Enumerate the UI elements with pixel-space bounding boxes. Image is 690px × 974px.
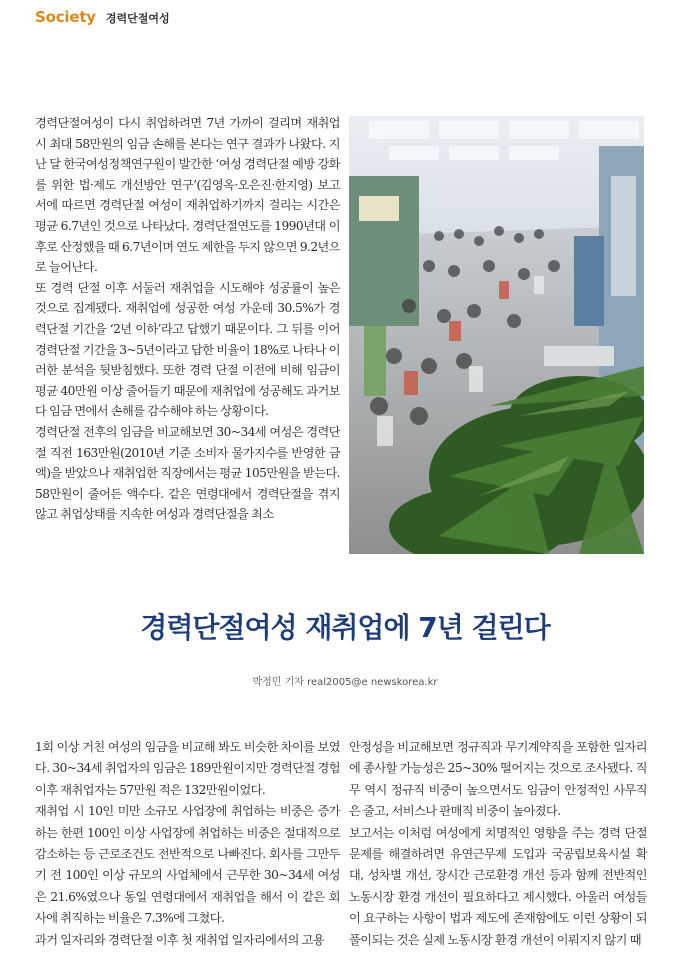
body-paragraph: 안정성을 비교해보면 정규직과 무기계약직을 포함한 일자리에 종사할 가능성은 25~30% 떨어지는 것으로 조사됐다. 직무 역시 정규직 비중이 높으면서도 임금이 안정적인 사무직은 줄고, 서비스나 판매직 비중이 높아졌다. <box>349 740 647 819</box>
body-column-right <box>349 737 647 951</box>
body-column-left <box>35 737 340 951</box>
byline: 박정민 기자 real2005@e newskorea.kr <box>252 677 438 688</box>
section-subtitle: 경력단절여성 <box>105 12 170 25</box>
body-paragraph: 과거 일자리와 경력단절 이후 첫 재취업 일자리에서의 고용 <box>35 932 325 947</box>
job-fair-photo <box>349 116 644 554</box>
body-paragraph: 1회 이상 거친 여성의 임금을 비교해 봐도 비슷한 차이를 보였다. 30~34세 취업자의 임금은 189만원이지만 경력단절 경험 이후 재취업자는 57만원 적은 132만원이었다. <box>35 740 340 797</box>
lead-paragraph: 경력단절 전후의 임금을 비교해보면 30~34세 여성은 경력단절 직전 163만원(2010년 기준 소비자 물가지수를 반영한 금액)을 받았으나 재취업한 직장에서는 평균 105만원을 받는다. 58만원이 줄어든 액수다. 같은 연령대에서 경력단절을 겪지 않고 취업상태를 지속한 여성과 경력단절을 최소 <box>35 424 340 522</box>
body-paragraph: 보고서는 이처럼 여성에게 치명적인 영향을 주는 경력 단절 문제를 해결하려면 유연근무제 도입과 국공립보육시설 확대, 성차별 개선, 장시간 근로환경 개선 등과 함께 전반적인 노동시장 환경 개선이 필요하다고 제시했다. 아울러 여성들이 요구하는 사항이 법과 제도에 존재함에도 이런 상황이 되풀이되는 것은 실제 노동시장 환경 개선이 이뤄지지 않기 때 <box>349 825 647 947</box>
lead-paragraph: 또 경력 단절 이후 서둘러 재취업을 시도해야 성공률이 높은 것으로 집계됐다. 재취업에 성공한 여성 가운데 30.5%가 경력단절 기간을 ‘2년 이하’라고 답했기 때문이다. 그 뒤를 이어 경력단절 기간을 3~5년이라고 답한 비율이 18%로 나타나 이러한 분석을 뒷받침했다. 또한 경력 단절 이전에 비해 임금이 평균 40만원 이상 줄어들기 때문에 재취업에 성공해도 과거보다 임금 면에서 손해를 감수해야 하는 상황이다. <box>35 280 340 419</box>
lead-paragraph: 경력단절여성이 다시 취업하려면 7년 가까이 걸리며 재취업 시 최대 58만원의 임금 손해를 본다는 연구 결과가 나왔다. 지난 달 한국여성정책연구원이 발간한 ‘여성 경력단절 예방 강화를 위한 법·제도 개선방안 연구’(김영옥·오은진·한지영) 보고서에 따르면 경력단절 여성이 재취업하기까지 걸리는 시간은 평균 6.7년인 것으로 나타났다. 경력단절연도를 1990년대 이후로 산정했을 때 6.7년이며 연도 제한을 두지 않으면 9.2년으로 늘어난다. <box>35 116 340 275</box>
lead-text <box>35 113 340 525</box>
section-label: Society <box>35 8 96 26</box>
body-paragraph: 재취업 시 10인 미만 소규모 사업장에 취업하는 비중은 증가하는 한편 100인 이상 사업장에 취업하는 비중은 절대적으로 감소하는 등 근로조건도 전반적으로 나빠진다. 회사를 그만두기 전 100인 이상 규모의 사업체에서 근무한 30~34세 여성은 21.6%였으나 동일 연령대에서 재취업을 해서 이 같은 회사에 취직하는 비율은 7.3%에 그쳤다. <box>35 804 340 926</box>
article-headline: 경력단절여성 재취업에 7년 걸린다 <box>140 611 550 644</box>
photo-illustration <box>349 116 644 554</box>
page-header <box>35 8 170 26</box>
